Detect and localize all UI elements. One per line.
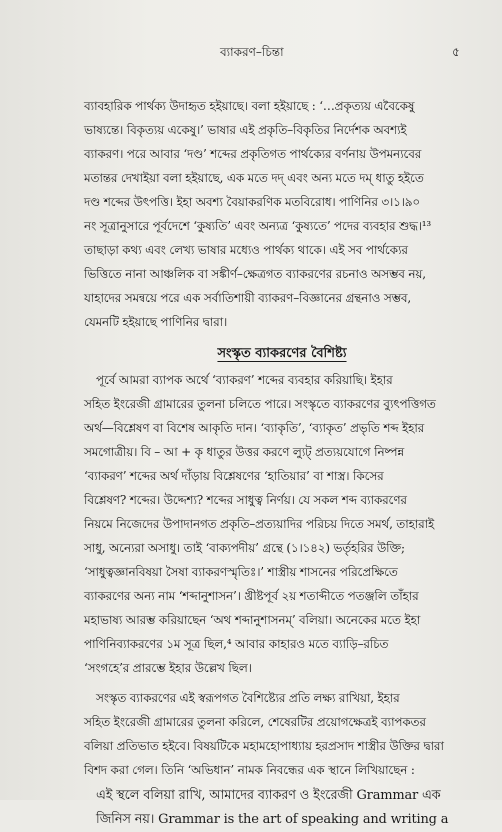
- paragraph-1-line: ব্যাকরণ। পরে আবার ‘দণ্ড’ শব্দের প্রকৃতিগত পার্থক্যের বর্ণনায় উপমন্যবের: [84, 147, 422, 161]
- paragraph-2-line: নিয়মে নিজেদের উপাদানগত প্রকৃতি–প্রত্যয়াদির পরিচয় দিতে সমর্থ, তাহারাই: [84, 517, 435, 531]
- paragraph-2-line: সাধু, অন্যেরা অসাধু। তাই ‘বাক্যপদীয়’ গ্রন্থে (১।১৪২) ভর্তৃহরির উক্তি;: [84, 541, 405, 555]
- paragraph-3-line: বলিয়া প্রতিভাত হইবে। বিষয়টিকে মহামহোপাধ্যায় হরপ্রসাদ শাস্ত্রীর উক্তির দ্বারা: [84, 739, 444, 753]
- running-header: [0, 44, 502, 64]
- paragraph-2-line: পূর্বে আমরা ব্যাপক অর্থে ‘ব্যাকরণ’ শব্দের ব্যবহার করিয়াছি। ইহার: [96, 373, 393, 387]
- paragraph-1-line: ভিত্তিতে নানা আঞ্চলিক বা সঙ্কীর্ণ–ক্ষেত্রগত ব্যাকরণের রচনাও অসম্ভব নয়,: [84, 267, 426, 281]
- section-heading: সংস্কৃত ব্যাকরণের বৈশিষ্ট্য: [217, 346, 347, 361]
- paragraph-1-line: যাহাদের সমন্বয়ে পরে এক সর্বাতিশায়ী ব্যাকরণ–বিজ্ঞানের গ্রন্থনাও সম্ভব,: [84, 291, 411, 305]
- paragraph-1-line: তাছাড়া কথ্য এবং লেখ্য ভাষার মধ্যেও পার্থক্য থাকে। এই সব পার্থক্যের: [84, 243, 408, 257]
- paragraph-2-line: বিশ্লেষণ? শব্দের। উদ্দেশ্য? শব্দের সাধুত্ব নির্ণয়। যে সকল শব্দ ব্যাকরণের: [84, 493, 407, 507]
- paragraph-2-line: ‘সাধুত্বজ্ঞানবিষয়া সৈষা ব্যাকরণস্মৃতিঃ।’ শাস্ত্রীয় শাসনের পরিপ্রেক্ষিতে: [84, 565, 398, 579]
- paragraph-3-line: বিশদ করা গেল। তিনি ‘অভিধান’ নামক নিবন্ধের এক স্থানে লিখিয়াছেন :: [84, 763, 415, 777]
- paragraph-1-line: নং সূত্রানুসারে পূর্বদেশে ‘কুষ্যতি’ এবং অন্যত্র ‘কুষ্যতে’ পদের ব্যবহার শুদ্ধ।¹³: [84, 219, 432, 233]
- paragraph-1-line: দণ্ড শব্দের উৎপত্তি। ইহা অবশ্য বৈয়াকরণিক মতবিরোধ। পাণিনির ৩।১।৯০: [84, 195, 420, 209]
- paragraph-1-line: যেমনটি হইয়াছে পাণিনির দ্বারা।: [84, 315, 228, 329]
- paragraph-1-line: মতান্তর দেখাইয়া বলা হইয়াছে, এক মতে দদ্ এবং অন্য মতে দম্ ধাতু হইতে: [84, 171, 424, 185]
- paragraph-3-line: সংস্কৃত ব্যাকরণের এই স্বরূপগত বৈশিষ্ট্যের প্রতি লক্ষ্য রাখিয়া, ইহার: [96, 691, 400, 705]
- running-title: ব্যাকরণ–চিন্তা: [220, 45, 284, 59]
- paragraph-2-line: সমগোত্রীয়। বি – আ + কৃ ধাতুর উত্তর করণে ল্যুট্ প্রত্যয়যোগে নিষ্পন্ন: [84, 445, 404, 459]
- quote-line: এই স্থলে বলিয়া রাখি, আমাদের ব্যাকরণ ও ইংরেজী Grammar এক: [96, 788, 441, 803]
- paragraph-1-line: ভাষ্যন্তে। বিকৃত্যয় একেষু।’ ভাষার এই প্রকৃতি–বিকৃতির নির্দেশক অবশ্যই: [84, 123, 407, 137]
- paragraph-1-line: ব্যাবহারিক পার্থক্য উদাহৃত হইয়াছে। বলা হইয়াছে : ‘…প্রকৃত্যয় এবৈকেষু: [84, 99, 415, 113]
- paragraph-2-line: ব্যাকরণের অন্য নাম ‘শব্দানুশাসন’। খ্রীষ্টপূর্ব ২য় শতাব্দীতে পতঞ্জলি তাঁহার: [84, 589, 419, 603]
- paragraph-2-line: ‘ব্যাকরণ’ শব্দের অর্থ দাঁড়ায় বিশ্লেষণের ‘হাতিয়ার’ বা শাস্ত্র। কিসের: [84, 469, 384, 483]
- paragraph-3-line: সহিত ইংরেজী গ্রামারের তুলনা করিলে, শেষেরটির প্রয়োগক্ষেত্রই ব্যাপকতর: [84, 715, 426, 729]
- paragraph-2-line: মহাভাষ্য আরম্ভ করিয়াছেন ‘অথ শব্দানুশাসনম্’ বলিয়া। অনেকের মতে ইহা: [84, 613, 421, 627]
- paragraph-2-line: সহিত ইংরেজী গ্রামারের তুলনা চলিতে পারে। সংস্কৃতে ব্যাকরণের ব্যুৎপত্তিগত: [84, 397, 436, 411]
- page-number: ৫: [452, 45, 460, 59]
- quote-line: জিনিস নয়। Grammar is the art of speaking and writing a: [96, 812, 449, 827]
- paragraph-2-line: পাণিনিব্যাকরণের ১ম সূত্র ছিল,⁴ আবার কাহারও মতে ব্যাড়ি–রচিত: [84, 637, 389, 651]
- paragraph-2-line: ‘সংগহে’র প্রারম্ভে ইহার উল্লেখ ছিল।: [84, 661, 252, 675]
- paragraph-2-line: অর্থ—বিশ্লেষণ বা বিশেষ আকৃতি দান। ‘ব্যাকৃতি’, ‘ব্যাকৃত’ প্রভৃতি শব্দ ইহার: [84, 421, 425, 435]
